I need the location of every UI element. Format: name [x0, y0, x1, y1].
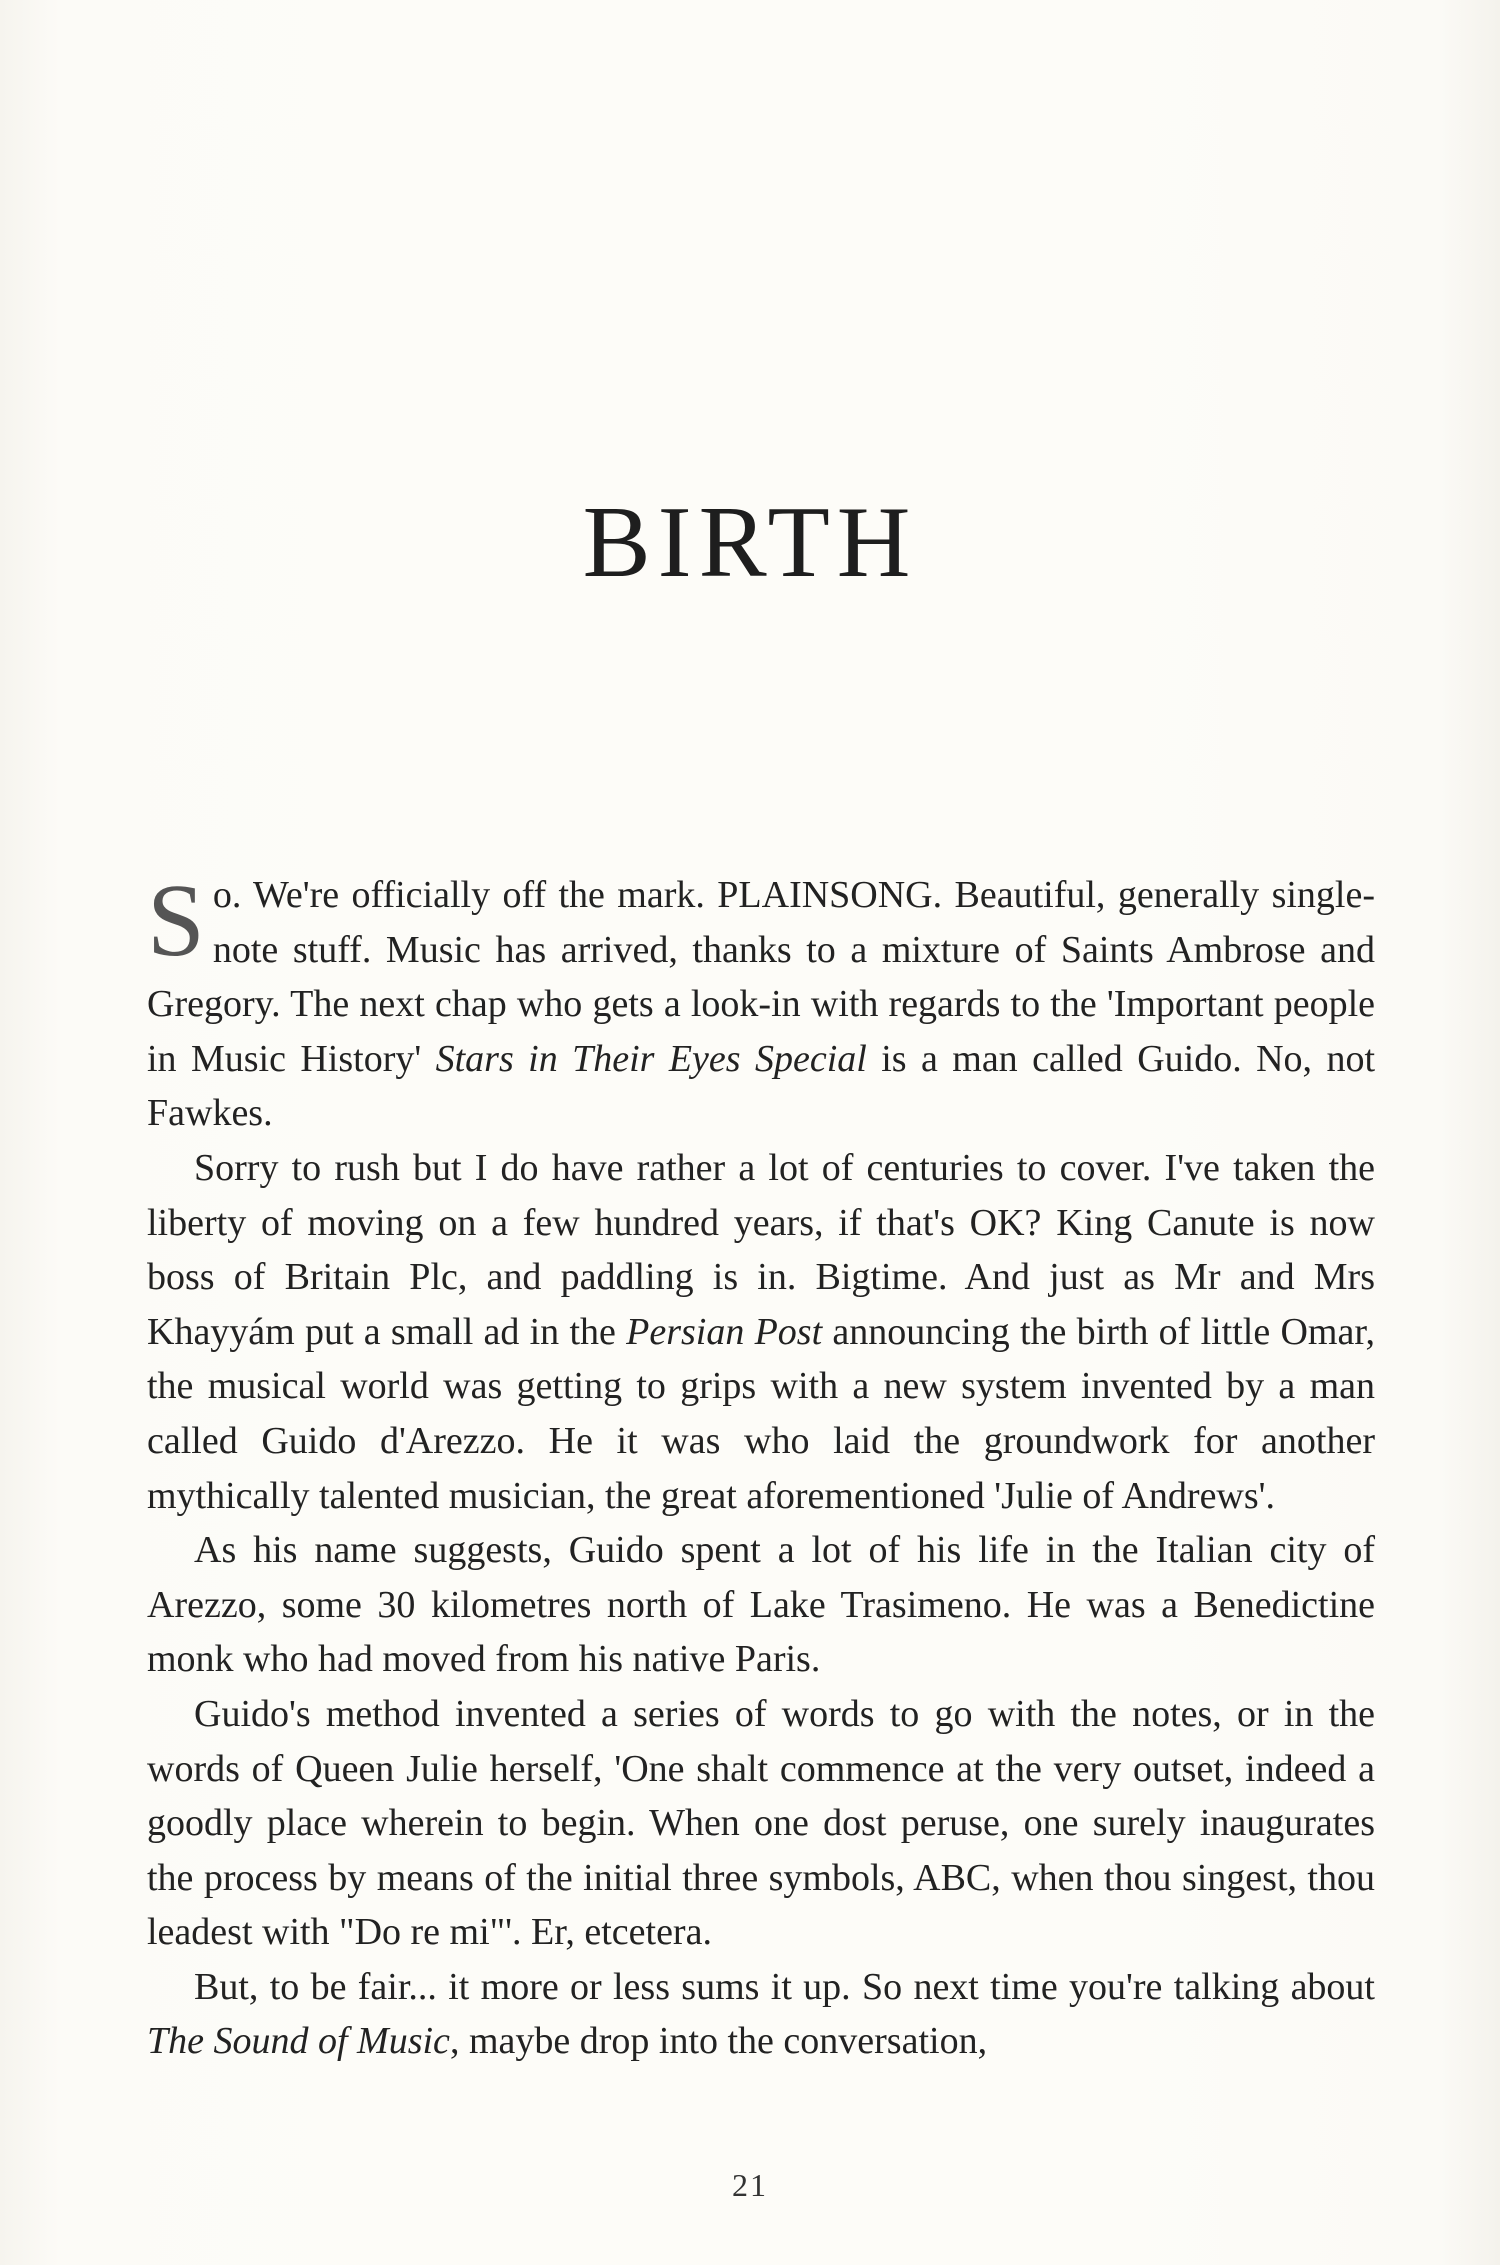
chapter-title: BIRTH [582, 486, 918, 599]
paragraph-5-text-a: But, to be fair... it more or less sums it up. So next time you're talking about [194, 1965, 1375, 2008]
paragraph-2-text-b: announcing the birth of little Omar, the musical world was getting to grips with a new system invented by a man called Guido d'Arezzo. He it was who laid the groundwork for another mythically talented musician, the great aforementioned 'Julie of Andrews'. [147, 1310, 1375, 1517]
paragraph-1-italic-title: Stars in Their Eyes Special [435, 1037, 867, 1080]
paragraph-1-text-a: o. We're officially off the mark. PLAINSONG. Beautiful, generally single-note stuff. Music has arrived, thanks to a mixture of Saints Ambrose and Gregory. The next chap who gets a look-in with regards to the 'Important people in Music History' [147, 874, 1375, 1080]
paragraph-4: Guido's method invented a series of words to go with the notes, or in the words of Queen Julie herself, 'One shalt commence at the very outset, indeed a goodly place wherein to begin. When one dost peruse, one surely inaugurates the process by means of the initial three symbols, ABC, when thou singest, thou leadest with "Do re mi"'. Er, etcetera. [147, 1692, 1375, 1954]
paragraph-1-text-b: is a man called Guido. No, not Fawkes. [147, 1037, 1375, 1135]
body-text [147, 863, 1375, 2069]
page-number: 21 [732, 2167, 768, 2203]
drop-cap: S [147, 863, 205, 978]
paragraph-2-italic-title: Persian Post [626, 1310, 823, 1353]
paragraph-5-italic-title: The Sound of Music [147, 2020, 450, 2063]
paragraph-5 [147, 1960, 1375, 2069]
paragraph-2-text-a: Sorry to rush but I do have rather a lot of centuries to cover. I've taken the liberty of moving on a few hundred years, if that's OK? King Canute is now boss of Britain Plc, and paddling is in. Bigtime. And just as Mr and Mrs Khayyám put a small ad in the [147, 1146, 1375, 1353]
paragraph-1 [147, 863, 1375, 1141]
paragraph-5-text-b: , maybe drop into the conversation, [449, 2020, 988, 2063]
paragraph-2 [147, 1141, 1375, 1523]
paragraph-3: As his name suggests, Guido spent a lot of his life in the Italian city of Arezzo, some 30 kilometres north of Lake Trasimeno. He was a Benedictine monk who had moved from his native Paris. [147, 1529, 1375, 1681]
